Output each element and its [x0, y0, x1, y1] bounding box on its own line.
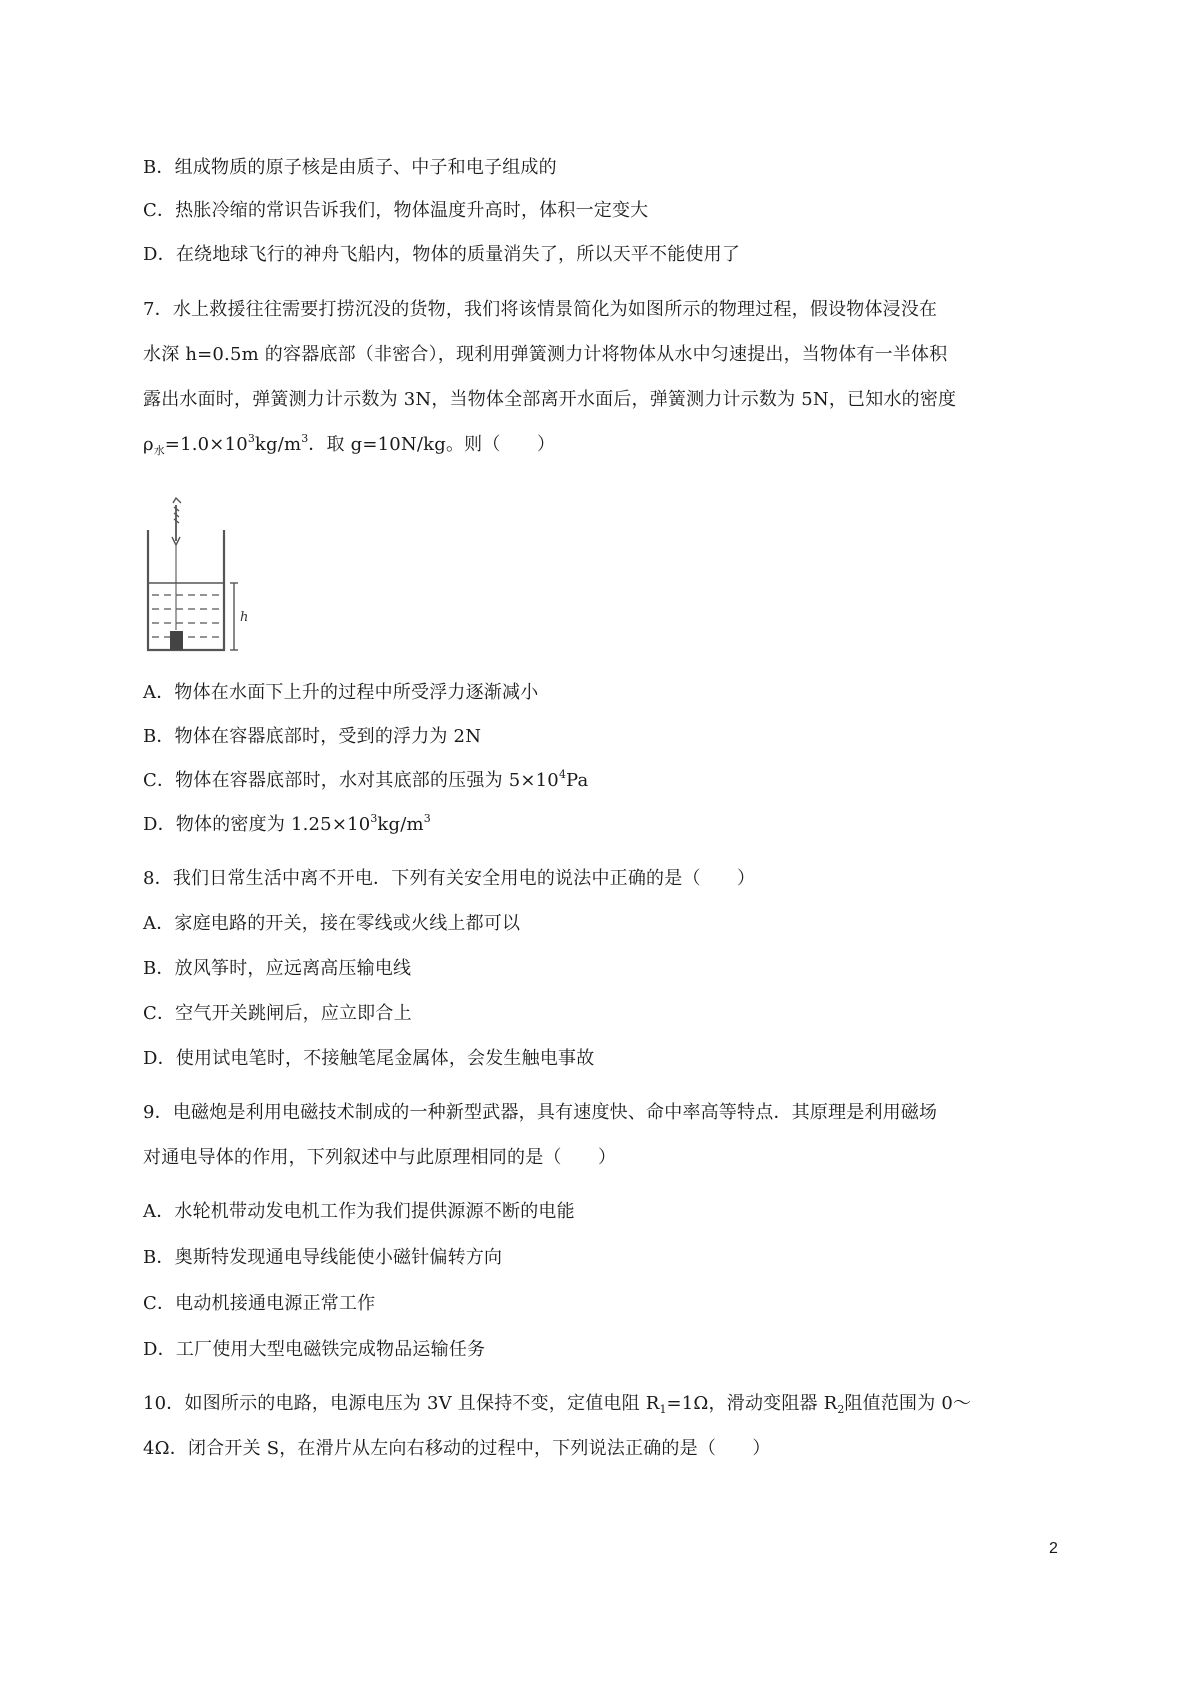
q7-option-b: B．物体在容器底部时，受到的浮力为 2N: [143, 726, 482, 747]
q7-stem-line-3: 露出水面时，弹簧测力计示数为 3N，当物体全部离开水面后，弹簧测力计示数为 5N，已知水的密度: [143, 389, 957, 410]
q8-option-c: C．空气开关跳闸后，应立即合上: [143, 1003, 412, 1024]
r2-subscript: 2: [837, 1403, 845, 1416]
pressure-unit: Pa: [565, 770, 589, 791]
density-unit-exponent: 3: [301, 432, 309, 445]
q9-stem-line-1: 9．电磁炮是利用电磁技术制成的一种新型武器，具有速度快、命中率高等特点．其原理是利用磁场: [143, 1102, 938, 1123]
q9-option-a: A．水轮机带动发电机工作为我们提供源源不断的电能: [143, 1201, 575, 1222]
q10-text-c: 阻值范围为 0～: [844, 1393, 972, 1414]
q10-stem-line-2: 4Ω．闭合开关 S，在滑片从左向右移动的过程中，下列说法正确的是（ ）: [143, 1438, 771, 1459]
object-density-unit-exponent: 3: [423, 812, 431, 825]
q7-stem-end: ．取 g=10N/kg。则（ ）: [308, 434, 556, 455]
submerged-object: [170, 631, 183, 650]
q10-text-a: 10．如图所示的电路，电源电压为 3V 且保持不变，定值电阻 R: [143, 1393, 660, 1414]
q7-option-c: [143, 769, 588, 795]
water-subscript: 水: [153, 444, 165, 457]
q10-text-b: =1Ω，滑动变阻器 R: [666, 1393, 838, 1414]
rho-symbol: ρ: [143, 434, 154, 455]
q9-stem-line-2: 对通电导体的作用，下列叙述中与此原理相同的是（ ）: [143, 1147, 617, 1168]
q8-option-b: B．放风筝时，应远离高压输电线: [143, 958, 412, 979]
q7-stem-line-4: [143, 433, 555, 459]
pressure-text: C．物体在容器底部时，水对其底部的压强为 5×10: [143, 770, 559, 791]
pressure-exponent: 4: [558, 768, 566, 781]
q8-option-d: D．使用试电笔时，不接触笔尾金属体，会发生触电事故: [143, 1048, 595, 1069]
h-label: h: [240, 610, 249, 625]
q6-option-c: C．热胀冷缩的常识告诉我们，物体温度升高时，体积一定变大: [143, 200, 649, 221]
density-unit: kg/m: [254, 434, 302, 455]
q7-stem-line-2: 水深 h=0.5m 的容器底部（非密合），现利用弹簧测力计将物体从水中匀速提出，当物体有一半体积: [143, 344, 948, 365]
q9-option-b: B．奥斯特发现通电导线能使小磁针偏转方向: [143, 1247, 503, 1268]
q8-stem: 8．我们日常生活中离不开电．下列有关安全用电的说法中正确的是（ ）: [143, 868, 756, 889]
density-exponent: 3: [247, 432, 255, 445]
q8-option-a: A．家庭电路的开关，接在零线或火线上都可以: [143, 913, 521, 934]
q6-option-b: B．组成物质的原子核是由质子、中子和电子组成的: [143, 157, 557, 178]
q6-option-d: D．在绕地球飞行的神舟飞船内，物体的质量消失了，所以天平不能使用了: [143, 244, 741, 265]
object-density-exponent: 3: [370, 812, 378, 825]
q7-option-a: A．物体在水面下上升的过程中所受浮力逐渐减小: [143, 682, 539, 703]
q9-option-d: D．工厂使用大型电磁铁完成物品运输任务: [143, 1339, 486, 1360]
q7-option-d: [143, 813, 431, 839]
water-tank-figure: [146, 495, 274, 655]
q7-stem-line-1: 7．水上救援往往需要打捞沉没的货物，我们将该情景简化为如图所示的物理过程，假设物体浸没在: [143, 299, 938, 320]
r1-subscript: 1: [659, 1403, 667, 1416]
q10-stem-line-1: [143, 1392, 971, 1418]
density-value: =1.0×10: [164, 434, 248, 455]
page-number: 2: [1049, 1540, 1058, 1557]
object-density-unit: kg/m: [377, 814, 424, 835]
q9-option-c: C．电动机接通电源正常工作: [143, 1293, 376, 1314]
object-density-text: D．物体的密度为 1.25×10: [143, 814, 371, 835]
